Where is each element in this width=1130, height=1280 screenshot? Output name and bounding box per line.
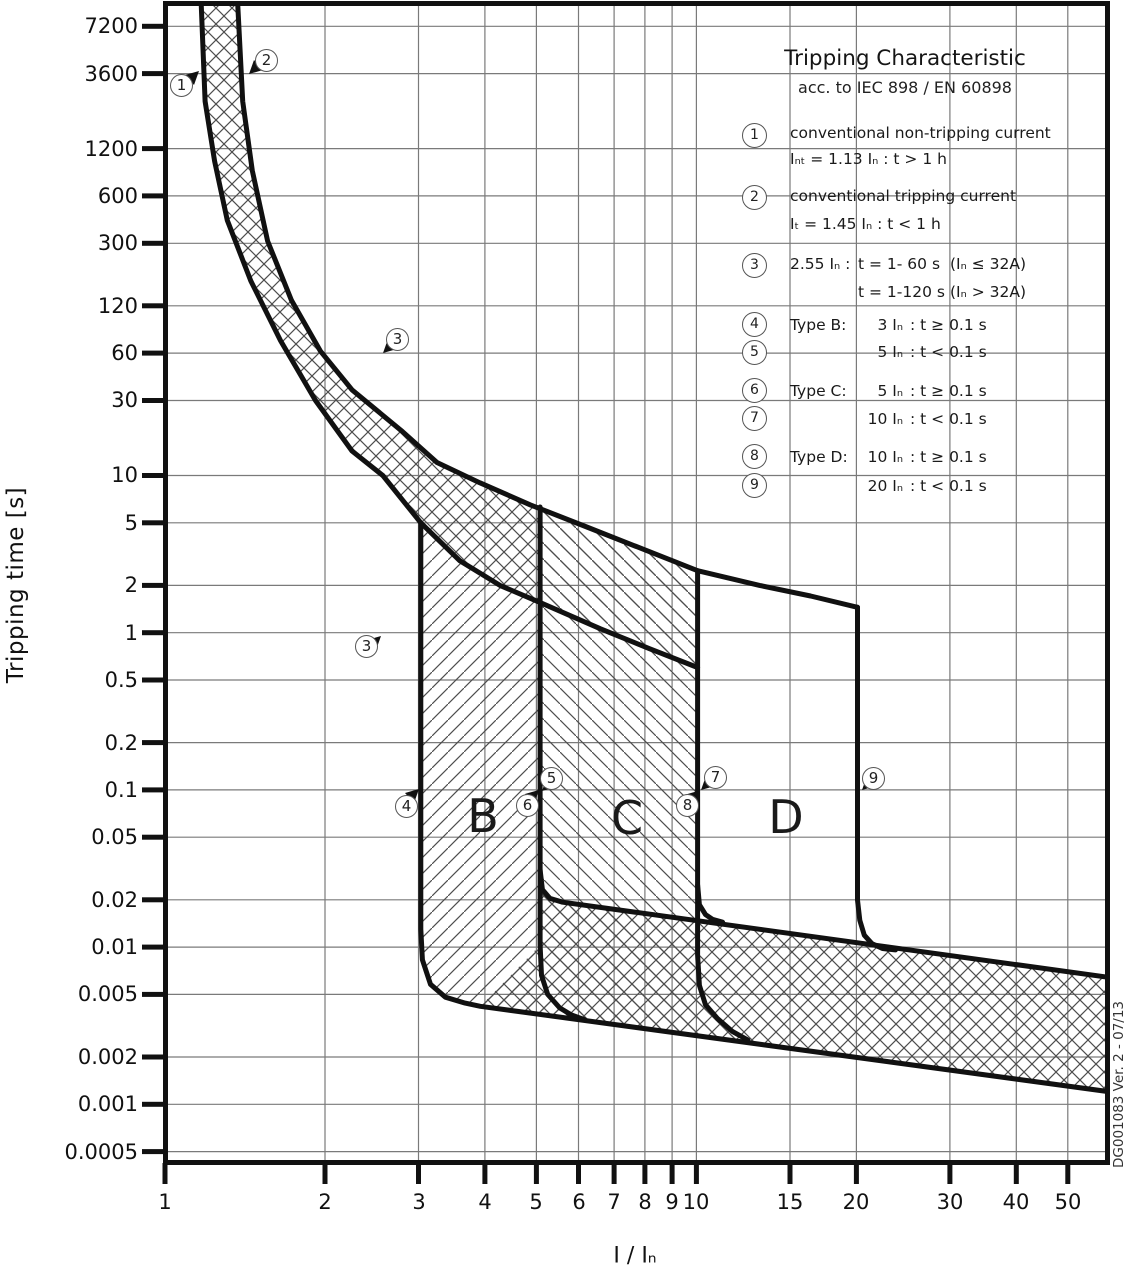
- legend-circle-7: 7: [742, 406, 767, 431]
- legend-cond: : t < 0.1 s: [910, 343, 987, 361]
- legend-formula: Iₜ = 1.45 Iₙ : t < 1 h: [790, 215, 941, 233]
- y-tick-label: 2: [124, 573, 138, 597]
- x-tick-label: 7: [607, 1190, 621, 1214]
- legend-value: 20 Iₙ: [867, 477, 903, 495]
- legend-label: Type B:: [790, 316, 847, 334]
- y-tick-label: 0.2: [104, 731, 138, 755]
- y-tick-label: 60: [111, 341, 138, 365]
- x-tick-label: 8: [638, 1190, 652, 1214]
- legend-value: 5 Iₙ: [877, 382, 903, 400]
- marker-9: 9: [862, 767, 885, 790]
- x-tick-label: 3: [412, 1190, 426, 1214]
- legend-circle-6: 6: [742, 378, 767, 403]
- legend-label: Type D:: [790, 448, 848, 466]
- legend-circle-2: 2: [742, 185, 767, 210]
- y-tick-label: 1: [124, 621, 138, 645]
- marker-4: 4: [395, 795, 418, 818]
- zone-label-B: B: [467, 789, 499, 843]
- y-tick-label: 0.05: [91, 825, 138, 849]
- marker-5: 5: [540, 767, 563, 790]
- y-tick-label: 1200: [84, 137, 138, 161]
- x-tick-label: 6: [572, 1190, 586, 1214]
- y-tick-label: 0.002: [77, 1045, 138, 1069]
- zone-label-C: C: [610, 791, 644, 845]
- y-tick-label: 600: [97, 184, 138, 208]
- legend-circle-5: 5: [742, 340, 767, 365]
- y-tick-label: 0.5: [104, 668, 138, 692]
- x-tick-label: 4: [478, 1190, 492, 1214]
- legend-formula: Iₙₜ = 1.13 Iₙ : t > 1 h: [790, 150, 947, 168]
- marker-3-upper: 3: [386, 328, 409, 351]
- y-tick-label: 0.0005: [64, 1140, 138, 1164]
- x-tick-label: 10: [682, 1190, 710, 1214]
- marker-7: 7: [704, 766, 727, 789]
- x-tick-label: 15: [776, 1190, 804, 1214]
- marker-3-lower: 3: [355, 635, 378, 658]
- chart-title: Tripping Characteristic: [784, 46, 1026, 71]
- x-tick-label: 9: [665, 1190, 679, 1214]
- marker-8: 8: [676, 794, 699, 817]
- legend-circle-1: 1: [742, 123, 767, 148]
- x-tick-label: 20: [842, 1190, 870, 1214]
- legend-cond: : t < 0.1 s: [910, 477, 987, 495]
- y-tick-label: 300: [97, 231, 138, 255]
- x-tick-label: 30: [936, 1190, 964, 1214]
- legend-cond: : t < 0.1 s: [910, 410, 987, 428]
- x-tick-label: 5: [529, 1190, 543, 1214]
- legend-circle-9: 9: [742, 473, 767, 498]
- x-tick-label: 50: [1054, 1190, 1082, 1214]
- legend-circle-8: 8: [742, 444, 767, 469]
- y-tick-label: 10: [111, 463, 138, 487]
- y-tick-label: 0.005: [77, 982, 138, 1006]
- x-tick-label: 2: [318, 1190, 332, 1214]
- x-tick-label: 1: [158, 1190, 172, 1214]
- legend-cond: : t ≥ 0.1 s: [910, 448, 987, 466]
- legend-value: 5 Iₙ: [877, 343, 903, 361]
- legend-value: 10 Iₙ: [867, 448, 903, 466]
- legend-note: (Iₙ > 32A): [950, 283, 1027, 301]
- legend-text: conventional tripping current: [790, 187, 1017, 205]
- legend-circle-4: 4: [742, 312, 767, 337]
- document-version-code: DG001083 Ver. 2 - 07/13: [1111, 1000, 1127, 1168]
- y-tick-label: 7200: [84, 14, 138, 38]
- x-tick-label: 40: [1002, 1190, 1030, 1214]
- y-axis-title: Tripping time [s]: [3, 486, 29, 684]
- y-tick-label: 0.02: [91, 888, 138, 912]
- legend-circle-3: 3: [742, 253, 767, 278]
- y-tick-label: 0.01: [91, 935, 138, 959]
- legend-label: Type C:: [790, 382, 847, 400]
- trip-zones: [201, 4, 1110, 1092]
- y-tick-label: 0.001: [77, 1092, 138, 1116]
- type_C_10In_corner_to_band_top: [698, 885, 723, 922]
- x-axis-title: I / Iₙ: [613, 1243, 657, 1269]
- y-tick-label: 30: [111, 388, 138, 412]
- chart-subtitle: acc. to IEC 898 / EN 60898: [798, 78, 1012, 97]
- legend-value: t = 1-120 s: [858, 283, 945, 301]
- legend-cond: : t ≥ 0.1 s: [910, 382, 987, 400]
- legend-text: conventional non-tripping current: [790, 124, 1051, 142]
- marker-1: 1: [170, 74, 193, 97]
- y-tick-label: 0.1: [104, 778, 138, 802]
- marker-6: 6: [516, 794, 539, 817]
- y-tick-label: 5: [124, 511, 138, 535]
- zone-label-D: D: [768, 790, 804, 844]
- legend-value: 3 Iₙ: [877, 316, 903, 334]
- y-tick-label: 120: [97, 294, 138, 318]
- legend-value: 10 Iₙ: [867, 410, 903, 428]
- legend-cond: : t ≥ 0.1 s: [910, 316, 987, 334]
- legend-value: t = 1- 60 s: [858, 255, 941, 273]
- legend-note: (Iₙ ≤ 32A): [950, 255, 1027, 273]
- y-tick-label: 3600: [84, 62, 138, 86]
- marker-2: 2: [255, 49, 278, 72]
- legend-label: 2.55 Iₙ :: [790, 255, 851, 273]
